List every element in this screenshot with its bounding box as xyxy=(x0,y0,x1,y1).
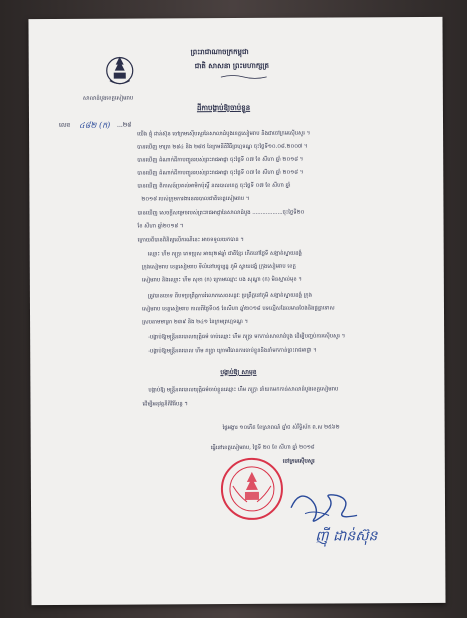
body-line-17: -បង្គាប់ឱ្យមន្ត្រីនគរបាល ហឹម ភក្ត្រា ក្រោមវិធានការចាប់ខ្លួននិងនាំមកកាន់ព្រះរាជអាជ្ញា ។ xyxy=(148,347,317,355)
kingdom-heading: ព្រះរាជាណាចក្រកម្ពុជា xyxy=(190,46,249,57)
body-line-2: បានឃើញ មាត្រា ២៨៤ និង ២៨៥ នៃក្រមនីតិវិធីព្រហ្មទណ្ឌ ចុះថ្ងៃទី១០.០៨.២០០៧ ។ xyxy=(137,143,308,151)
court-name: សាលាដំបូងខេត្តសៀមរាប xyxy=(82,95,134,102)
document-title: ដីកាបង្គាប់ឱ្យចាប់ខ្លួន xyxy=(196,102,251,113)
body-line-13: ត្រូវបានចោទ ពីបទប្រព្រឹត្តការរំលោភសេពសន្ថវៈ ប្រព្រឹត្តនៅភូមិ សង្កាត់ស្វាយដង្គំ ក្រុង xyxy=(147,292,313,300)
closing-line-1: បង្គាប់ឱ្យ មន្ត្រីនគរបាលយុត្តិធម៌ចាប់ខ្លួនឈ្មោះ ហឹម ភក្ត្រា នាំយកមកកាន់សាលាដំបូងខេត្តសៀមរាប xyxy=(148,386,339,394)
lunar-date: ថ្ងៃអង្គារ ១០កើត ខែស្រាពណ៍ ឆ្នាំច សំរឹទ្ធិស័ក ព.ស ២៥៦២ xyxy=(222,424,340,432)
reference-label: លេខ xyxy=(59,121,71,129)
court-emblem-icon xyxy=(104,51,136,93)
body-line-6: ២០១៨ របស់ក្រុមការងារនគរបាលជាតិខេត្តសៀមរាប ។ xyxy=(141,195,250,203)
signer-role: ចៅក្រមស៊ើបសួរ xyxy=(282,458,315,465)
body-line-15: ស្របតាមមាត្រា ២៣៩ និង ២៤១ នៃក្រមព្រហ្មទណ្ឌ ។ xyxy=(142,318,248,326)
signature-scribble xyxy=(285,485,365,529)
body-line-11: ក្រុងសៀមរាប ខេត្តសៀមរាប ទីលំនៅបច្ចុប្បន្ន ភូមិ ស្វាយដង្គំ ក្រុងសៀមរាប ខេត្ត xyxy=(141,263,296,271)
ornament-divider xyxy=(221,74,267,80)
body-line-3: បានឃើញ ដំណាក់ដីកាបញ្ជូនរបស់ព្រះរាជអាជ្ញា ចុះថ្ងៃទី ០៧ ខែ សីហា ឆ្នាំ ២០១៨ ។ xyxy=(137,156,304,164)
body-line-4: បានឃើញ ដំណាក់ដីកាបញ្ជូនរបស់ព្រះរាជអាជ្ញា ចុះថ្ងៃទី ០៧ ខែ សីហា ឆ្នាំ ២០១៨ ។ xyxy=(137,169,304,177)
body-line-16: -បង្គាប់ឱ្យមន្ត្រីនគរបាលយុត្តិធម៌ ចាប់ឈ្មោះ ហឹម ភក្ត្រា មកកាន់សាលាដំបូង ដើម្បីបញ្ចប់ការស៊ើបសួរ ។ xyxy=(148,333,346,341)
order-section-title: បង្គាប់ឱ្យ សាមុខ xyxy=(220,368,257,377)
solar-date: ធ្វើនៅខេត្តសៀមរាប, ថ្ងៃទី ២០ ខែ សីហា ឆ្នាំ ២០១៨ xyxy=(210,444,315,452)
body-line-7: បានឃើញ សេចក្ដីសម្រេចរបស់ព្រះរាជអាជ្ញានៃសាលាដំបូង ..................ចុះថ្ងៃទី២០ xyxy=(137,209,305,217)
motto-heading: ជាតិ សាសនា ព្រះមហាក្សត្រ xyxy=(194,60,269,71)
body-line-1: យើង ផ្ញុំ ដាន់ស៊ុន ចៅក្រមស៊ើបសួរនៃសាលាដំបូងខេត្តសៀមរាប និងជាចៅក្រមស៊ើបសួរ ។ xyxy=(137,130,311,138)
document-page xyxy=(28,17,445,605)
body-line-14: សៀមរាប ខេត្តសៀមរាប កាលពីថ្ងៃទី០៥ ខែសីហា ឆ្នាំ២០១៨ បទល្មើសដែលមានចែងនិងផ្ដន្ទាទោស xyxy=(141,305,335,313)
closing-line-2: ដើម្បីអនុវត្តនីតិវិធីបន្ត ។ xyxy=(142,401,188,408)
body-line-5: បានឃើញ ពិភាសន៍ប្រគល់អាមិកប៉ុស្តិ៍ នគរបាលខេត្ត ចុះថ្ងៃទី ០៧ ខែ សីហា ឆ្នាំ xyxy=(137,182,291,190)
reference-number: ៤៨២ (ក) xyxy=(79,120,111,130)
body-line-8: ខែ សីហា ឆ្នាំ២០១៨ ។ xyxy=(137,223,184,230)
body-line-9: ក្រោយពីបានពិនិត្យលើករណីនេះ អាចទទួលយកបាន ។ xyxy=(137,236,244,244)
body-line-12: សៀមរាប និងឈ្មោះ ហឹម សុខា (ក) ក្រោមឈ្មោះ បង សុណ្ឌា (ក) មិនស្គាល់មុខ ។ xyxy=(141,276,302,284)
official-seal-icon xyxy=(219,456,285,522)
signer-name: ញ៉ី ដាន់ស៊ុន xyxy=(315,528,378,545)
reference-suffix: ...២៨ xyxy=(117,121,132,129)
body-line-10: ឈ្មោះ ហឹម ភក្ត្រា ភេទប្រុស អាយុ២៨ឆ្នាំ ជាតិខ្មែរ កើតនៅថ្ងៃទី សង្កាត់ស្វាយដង្គំ xyxy=(147,250,302,258)
